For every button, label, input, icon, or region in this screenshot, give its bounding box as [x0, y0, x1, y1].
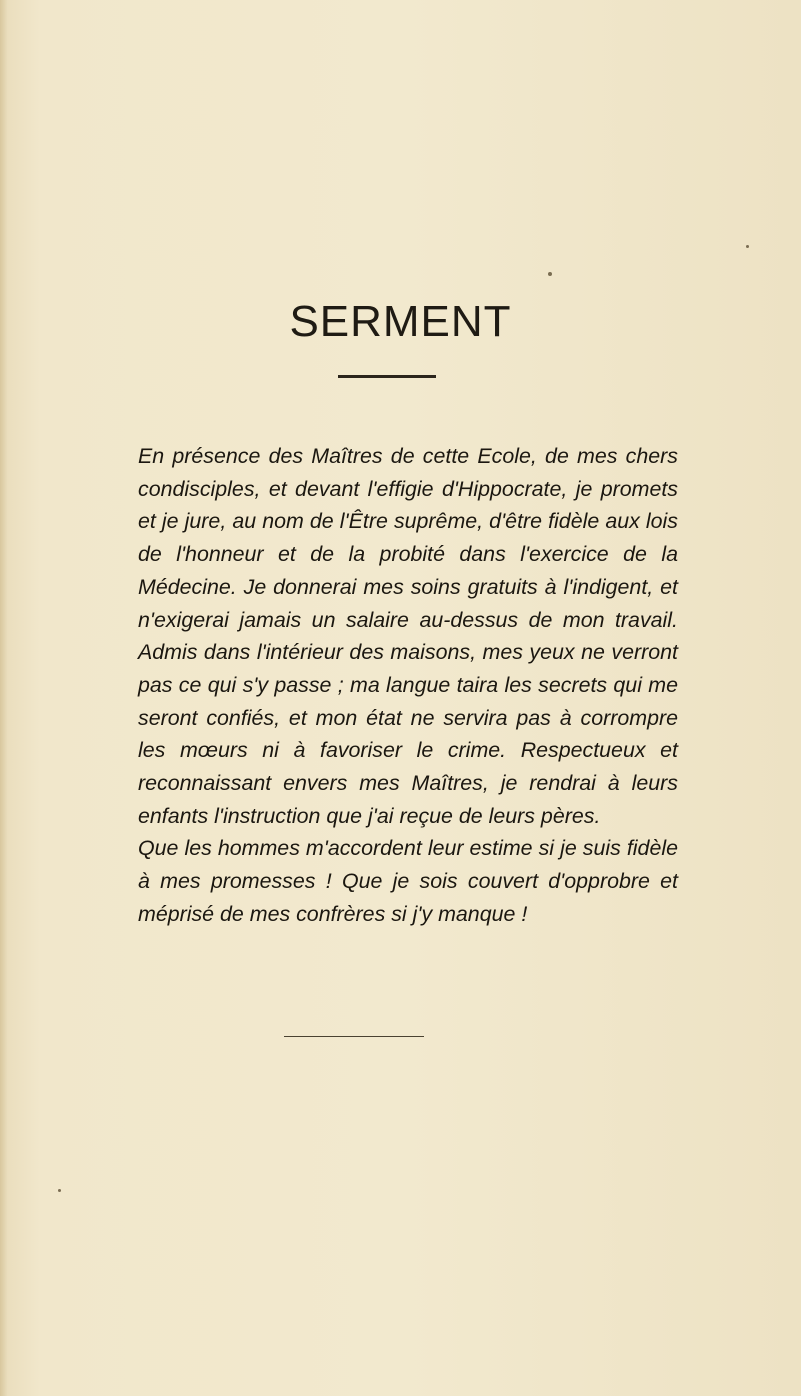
- page-spine-shadow: [0, 0, 8, 1396]
- paper-speck: [58, 1189, 61, 1192]
- title-underline-rule: [338, 375, 436, 378]
- bottom-separator-rule: [284, 1036, 424, 1037]
- oath-paragraph-2: Que les hommes m'accordent leur estime si je suis fidèle à mes promesses ! Que je sois couvert d'opprobre et méprisé de mes confrères si j'y manque !: [138, 836, 678, 926]
- oath-paragraph-1: En présence des Maîtres de cette Ecole, de mes chers condisciples, et devant l'effigie d'Hippocrate, je promets et je jure, au nom de l'Être suprême, d'être fidèle aux lois de l'honneur et de la probité dans l'exercice de la Médecine. Je donnerai mes soins gratuits à l'indigent, et n'exigerai jamais un salaire au-dessus de mon travail. Admis dans l'intérieur des maisons, mes yeux ne verront pas ce qui s'y passe ; ma langue taira les secrets qui me seront confiés, et mon état ne servira pas à corrompre les mœurs ni à favoriser le crime. Respectueux et reconnaissant envers mes Maîtres, je rendrai à leurs enfants l'instruction que j'ai reçue de leurs pères.: [138, 444, 678, 828]
- paper-speck: [746, 245, 749, 248]
- oath-text: [138, 440, 678, 931]
- page-title: SERMENT: [289, 297, 512, 346]
- paper-speck: [548, 272, 552, 276]
